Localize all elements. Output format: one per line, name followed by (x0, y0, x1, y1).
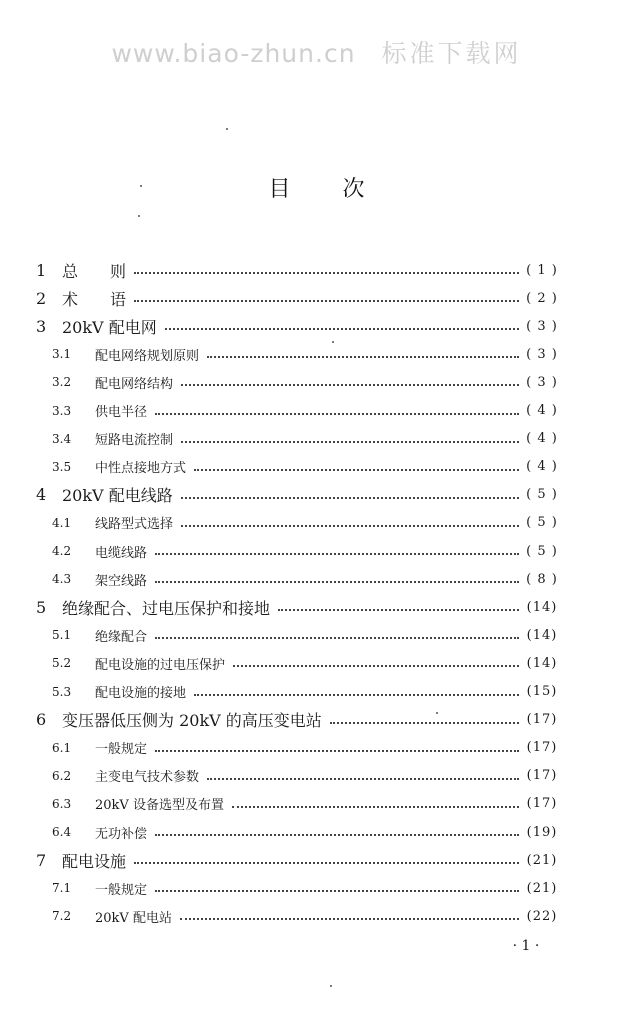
toc-entry-page: ( 5 ) (526, 543, 558, 559)
title-part-2: 次 (342, 177, 365, 202)
toc-dot-leader (155, 833, 519, 836)
toc-entry-number: 4.3 (52, 572, 72, 587)
toc-entry-number: 3.5 (52, 459, 72, 474)
toc-dot-leader (233, 664, 519, 667)
toc-entry-number: 3 (36, 316, 47, 336)
toc-entry-number: 6.3 (52, 796, 72, 811)
toc-entry-page: ( 4 ) (526, 431, 558, 447)
toc-entry-label: 无功补偿 (95, 826, 148, 842)
toc-entry-number: 5.2 (52, 656, 72, 671)
toc-entry-label: 变压器低压侧为 20kV 的高压变电站 (62, 711, 322, 731)
toc-entry-label: 20kV 配电网 (62, 317, 157, 337)
toc-entry-number: 4.1 (52, 515, 72, 530)
toc-entry (0, 287, 633, 309)
toc-entry (0, 737, 633, 759)
toc-entry-number: 7.1 (52, 881, 72, 896)
toc-dot-leader (232, 805, 519, 808)
page-number: · 1 · (512, 938, 540, 954)
toc-entry-label: 术 语 (62, 289, 127, 309)
toc-entry-label: 中性点接地方式 (95, 461, 187, 477)
toc-dot-leader (180, 917, 519, 920)
scan-speck (138, 215, 140, 217)
toc-dot-leader (207, 355, 519, 358)
page-title (0, 172, 633, 203)
scan-speck (330, 985, 332, 987)
toc-entry-label: 主变电气技术参数 (95, 770, 200, 786)
watermark (0, 34, 633, 70)
toc-entry-number: 4.2 (52, 544, 72, 558)
toc-entry-page: (14) (526, 599, 558, 615)
toc-entry (0, 793, 633, 815)
toc-entry-number: 6 (36, 710, 47, 730)
toc-entry-number: 1 (36, 260, 47, 280)
toc-dot-leader (155, 412, 519, 415)
toc-entry (0, 652, 633, 674)
toc-entry-label: 一般规定 (95, 882, 148, 898)
toc-entry-number: 6.1 (52, 740, 72, 755)
toc-entry (0, 484, 633, 506)
toc-entry-number: 4 (36, 485, 47, 505)
toc-dot-leader (155, 580, 519, 583)
toc-entry-number: 5.1 (52, 628, 72, 643)
toc-entry-page: ( 2 ) (526, 290, 558, 306)
toc-entry-page: (14) (526, 627, 558, 643)
toc-entry-label: 电缆线路 (95, 545, 148, 561)
toc-dot-leader (181, 524, 519, 527)
toc-entry-label: 总 则 (62, 261, 127, 281)
toc-entry-page: ( 4 ) (526, 459, 558, 475)
toc-entry-page: ( 3 ) (526, 346, 558, 362)
toc-entry (0, 821, 633, 843)
toc-entry-page: (17) (526, 712, 558, 728)
toc-entry-label: 短路电流控制 (95, 433, 174, 449)
toc-entry-label: 配电设施的过电压保护 (95, 657, 226, 673)
toc-entry-label: 20kV 设备选型及布置 (95, 798, 224, 814)
toc-entry-number: 3.1 (52, 347, 72, 362)
toc-entry-number: 6.4 (52, 825, 72, 839)
toc-entry-label: 配电设施的接地 (95, 686, 187, 701)
toc-entry-number: 7 (36, 850, 47, 870)
toc-entry-page: ( 5 ) (526, 515, 558, 531)
toc-dot-leader (134, 271, 519, 274)
scan-speck (226, 128, 228, 130)
toc-entry-page: (22) (526, 908, 558, 924)
toc-dot-leader (181, 496, 519, 499)
toc-entry-number: 7.2 (52, 909, 72, 924)
toc-entry-page: ( 5 ) (526, 487, 558, 503)
toc-entry-number: 2 (36, 288, 47, 308)
toc-entry (0, 877, 633, 899)
toc-entry-page: (17) (526, 740, 558, 756)
toc-entry (0, 400, 633, 422)
toc-dot-leader (194, 468, 519, 471)
toc-entry-label: 线路型式选择 (95, 517, 174, 533)
toc-dot-leader (278, 608, 519, 611)
toc-entry-number: 3.3 (52, 403, 72, 418)
toc-entry (0, 428, 633, 450)
toc-entry (0, 681, 633, 703)
scan-speck (140, 185, 142, 187)
toc-dot-leader (134, 299, 519, 302)
toc-dot-leader (155, 552, 519, 555)
toc-entry-number: 5 (36, 597, 47, 617)
toc-entry-label: 配电设施 (62, 851, 127, 871)
toc-entry-page: ( 3 ) (526, 374, 558, 390)
toc-dot-leader (134, 861, 519, 864)
toc-entry-label: 20kV 配电线路 (62, 486, 173, 506)
toc-dot-leader (165, 327, 519, 330)
toc-dot-leader (155, 749, 519, 752)
toc-dot-leader (207, 777, 519, 780)
toc-entry-number: 3.4 (52, 431, 72, 446)
watermark-site-name: 标准下载网 (381, 39, 522, 68)
toc-dot-leader (194, 693, 519, 696)
toc-entry-page: (21) (526, 880, 558, 896)
title-part-1: 目 (268, 177, 291, 202)
toc-entry-label: 绝缘配合 (95, 629, 148, 645)
toc-entry (0, 512, 633, 534)
toc-entry (0, 765, 633, 787)
toc-entry (0, 456, 633, 478)
toc-dot-leader (330, 721, 519, 724)
toc-entry-number: 6.2 (52, 768, 72, 783)
toc-entry-page: ( 8 ) (526, 571, 558, 587)
toc-dot-leader (155, 636, 519, 639)
toc-entry (0, 540, 633, 562)
toc-entry-label: 供电半径 (95, 405, 148, 420)
toc-entry-label: 一般规定 (95, 742, 148, 758)
toc-entry (0, 568, 633, 590)
toc-entry-page: ( 1 ) (526, 262, 558, 278)
toc-entry-label: 架空线路 (95, 573, 148, 589)
toc-entry-page: (19) (526, 824, 558, 840)
toc-entry (0, 315, 633, 337)
toc-entry-page: (15) (526, 684, 558, 699)
toc-entry (0, 596, 633, 618)
toc-entry-label: 20kV 配电站 (95, 910, 172, 926)
toc-entry (0, 624, 633, 646)
toc-entry-page: ( 3 ) (526, 318, 558, 334)
toc-dot-leader (155, 889, 519, 892)
toc-dot-leader (181, 440, 519, 443)
toc-dot-leader (181, 383, 519, 386)
toc-entry (0, 709, 633, 731)
toc-entry-label: 配电网络结构 (95, 376, 174, 392)
toc-entry-label: 配电网络规划原则 (95, 348, 200, 364)
toc-entry-number: 3.2 (52, 375, 72, 390)
toc-entry (0, 849, 633, 871)
toc-entry-page: (21) (526, 852, 558, 868)
toc-entry (0, 371, 633, 393)
toc-entry-number: 5.3 (52, 684, 72, 699)
toc-entry-page: (14) (526, 655, 558, 671)
toc-entry-label: 绝缘配合、过电压保护和接地 (62, 598, 271, 618)
toc-entry-page: ( 4 ) (526, 403, 558, 418)
toc-entry-page: (17) (526, 768, 558, 784)
toc-entry (0, 259, 633, 281)
toc-entry (0, 905, 633, 927)
toc-entry-page: (17) (526, 796, 558, 812)
toc-entry (0, 343, 633, 365)
watermark-url: www.biao-zhun.cn (111, 39, 356, 68)
